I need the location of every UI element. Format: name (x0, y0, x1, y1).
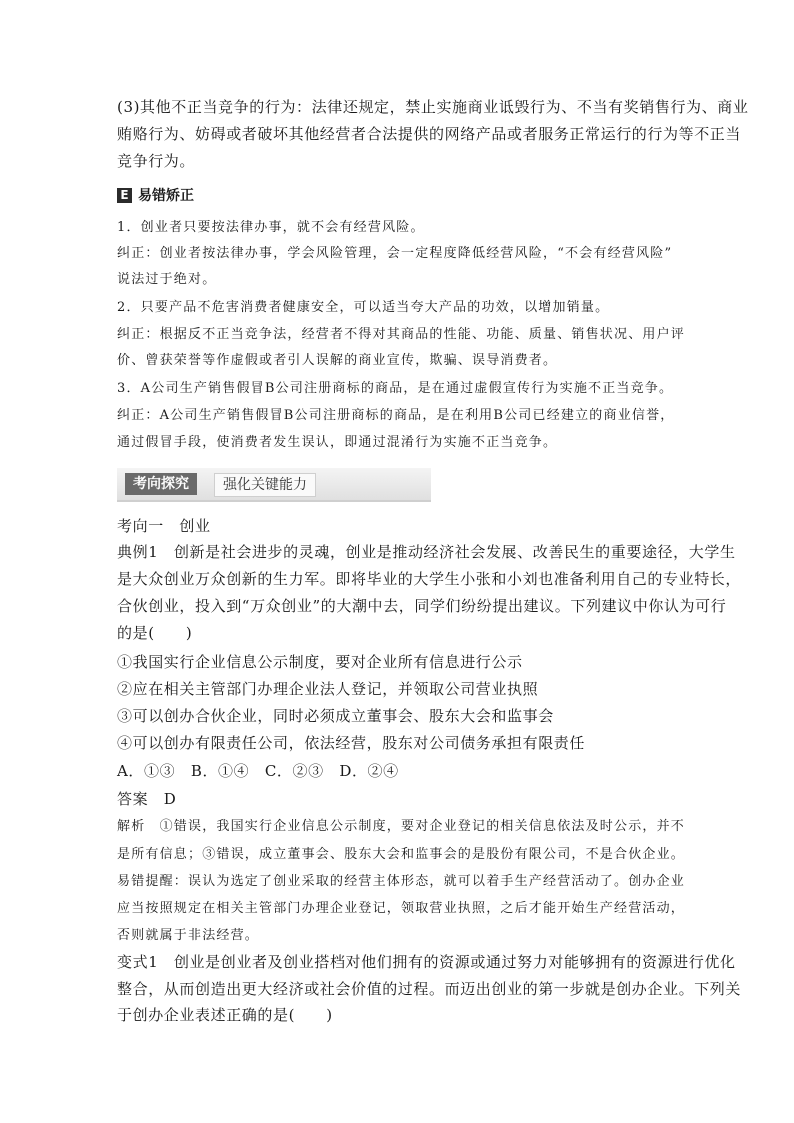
tip-line-1: 易错提醒：误认为选定了创业采取的经营主体形态，就可以着手生产经营活动了。创办企业 (117, 874, 686, 889)
variant-line-3: 于创办企业表述正确的是( ) (117, 1006, 333, 1024)
option-1: ①我国实行企业信息公示制度，要对企业所有信息进行公示 (117, 653, 523, 671)
intro-line-3: 竞争行为。 (117, 152, 196, 170)
intro-line-2: 贿赂行为、妨碍或者破坏其他经营者合法提供的网络产品或者服务正常运行的行为等不正当 (117, 125, 742, 143)
correction-1-line-1: 纠正：创业者按法律办事，学会风险管理，会一定程度降低经营风险，“不会有经营风险” (117, 246, 673, 261)
correction-3-line-2: 通过假冒手段，使消费者发生误认，即通过混淆行为实施不正当竞争。 (117, 435, 558, 450)
correction-2-line-2: 价、曾获荣誉等作虚假或者引人误解的商业宣传，欺骗、误导消费者。 (117, 353, 558, 368)
example-line-4: 的是( ) (117, 624, 193, 642)
variant-line-1: 变式1 创业是创业者及创业搭档对他们拥有的资源或通过努力对能够拥有的资源进行优化 (117, 953, 736, 971)
example-line-2: 是大众创业万众创新的生力军。即将毕业的大学生小张和小刘也准备利用自己的专业特长， (117, 570, 742, 588)
section-title: 易错矫正 (138, 188, 194, 204)
topic-heading: 考向一 创业 (117, 517, 211, 535)
option-4: ④可以创办有限责任公司，依法经营，股东对公司债务承担有限责任 (117, 734, 586, 752)
analysis-line-2: 是所有信息；③错误，成立董事会、股东大会和监事会的是股份有限公司，不是合伙企业。 (117, 847, 686, 862)
error-item-1: 1．创业者只要按法律办事，就不会有经营风险。 (117, 220, 425, 235)
banner-label: 考向探究 (125, 473, 197, 495)
correction-1-line-2: 说法过于绝对。 (117, 272, 217, 287)
option-3: ③可以创办合伙企业，同时必须成立董事会、股东大会和监事会 (117, 707, 554, 725)
option-2: ②应在相关主管部门办理企业法人登记，并领取公司营业执照 (117, 680, 539, 698)
correction-3-line-1: 纠正：A公司生产销售假冒B公司注册商标的商品，是在利用B公司已经建立的商业信誉， (117, 408, 675, 423)
example-line-3: 合伙创业，投入到“万众创业”的大潮中去，同学们纷纷提出建议。下列建议中你认为可行 (117, 597, 727, 615)
example-line-1: 典例1 创新是社会进步的灵魂，创业是推动经济社会发展、改善民生的重要途径，大学生 (117, 543, 736, 561)
error-item-3: 3．A公司生产销售假冒B公司注册商标的商品，是在通过虚假宣传行为实施不正当竞争。 (117, 381, 674, 396)
section-e-icon: E (117, 188, 132, 203)
answer-choices: A．①③ B．①④ C．②③ D．②④ (117, 762, 399, 780)
correction-2-line-1: 纠正：根据反不正当竞争法，经营者不得对其商品的性能、功能、质量、销售状况、用户评 (117, 327, 686, 342)
analysis-line-1: 解析 ①错误，我国实行企业信息公示制度，要对企业登记的相关信息依法及时公示，并不 (117, 819, 686, 834)
error-item-2: 2．只要产品不危害消费者健康安全，可以适当夸大产品的功效，以增加销量。 (117, 300, 610, 315)
tip-line-2: 应当按照规定在相关主管部门办理企业登记，领取营业执照，之后才能开始生产经营活动， (117, 901, 686, 916)
section-heading (117, 186, 194, 204)
tip-line-3: 否则就属于非法经营。 (117, 928, 260, 943)
variant-line-2: 整合，从而创造出更大经济或社会价值的过程。而迈出创业的第一步就是创办企业。下列关 (117, 980, 742, 998)
banner-subtitle: 强化关键能力 (214, 473, 316, 497)
answer-label: 答案 D (117, 790, 177, 808)
intro-line-1: (3)其他不正当竞争的行为：法律还规定，禁止实施商业诋毁行为、不当有奖销售行为、商业 (117, 98, 749, 116)
section-banner (117, 468, 431, 502)
